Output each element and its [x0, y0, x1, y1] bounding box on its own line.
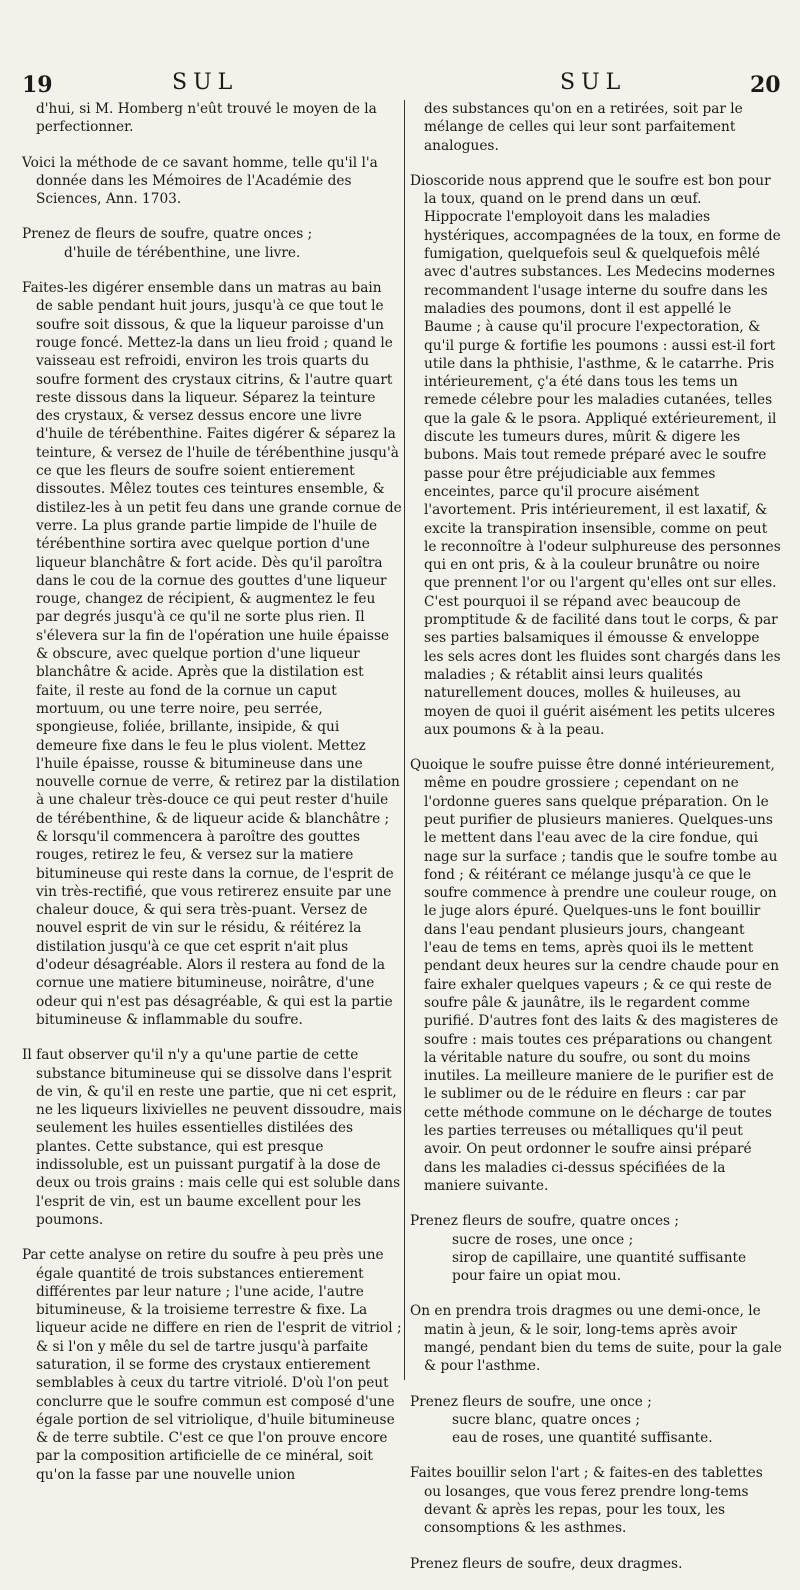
recipe-line: Prenez fleurs de soufre, quatre onces ; — [410, 1213, 680, 1230]
paragraph: d'hui, si M. Homberg n'eût trouvé le moyen de la perfectionner. — [36, 101, 377, 136]
left-page-number: 19 — [22, 72, 53, 98]
paragraph: Voici la méthode de ce savant homme, telle qu'il l'a donnée dans les Mémoires de l'Académie des Sciences, Ann. 1703. — [22, 154, 378, 208]
paragraph: Par cette analyse on retire du soufre à peu près une égale quantité de trois substances entierement différentes par leur nature ; l'une acide, l'autre bitumineuse, & la troisieme terrestre & fixe. La liqueur acide ne differe en rien de l'esprit de vitriol ; & si l'on y mêle du sel de tartre jusqu'à parfaite saturation, il se forme des crystaux entierement semblables à ceux du tartre vitriolé. D'où l'on peut conclurre que le soufre commun est composé d'une égale portion de sel vitriolique, d'huile bitumineuse & de terre subtile. C'est ce que l'on prouve encore par la composition artificielle de ce minéral, soit qu'on la fasse par une nouvelle union — [22, 1247, 402, 1483]
recipe-line: sucre de roses, une once ; — [452, 1231, 634, 1248]
recipe-line: Prenez de fleurs de soufre, quatre onces ; — [22, 226, 313, 243]
recipe — [410, 1212, 782, 1285]
recipe-line: Prenez fleurs de soufre, une once ; — [410, 1393, 652, 1410]
paragraph: Dioscoride nous apprend que le soufre est bon pour la toux, quand on le prend dans un œuf. Hippocrate l'employoit dans les maladies hystériques, accompagnées de la toux, en forme de fumigation, quelquefois seul & quelquefois mêlé avec d'autres substances. Les Medecins modernes recommandent l'usage interne du soufre dans les maladies des poumons, dont il est appellé le Baume ; à cause qu'il procure l'expectoration, & qu'il purge & fortifie les poumons : aussi est-il fort utile dans la phthisie, l'asthme, & le catarrhe. Pris intérieurement, ç'a été dans tous les tems un remede célebre pour les maladies cutanées, telles que la gale & le psora. Appliqué extérieurement, il discute les tumeurs dures, mûrit & digere les bubons. Mais tout remede préparé avec le soufre passe pour être préjudiciable aux femmes enceintes, parce qu'il procure aisément l'avortement. Pris intérieurement, il est laxatif, & excite la transpiration insensible, comme on peut le reconnoître à l'odeur sulphureuse des personnes qui en ont pris, & à la couleur brunâtre ou noire que prennent l'or ou l'argent qu'elles ont sur elles. C'est pourquoi il se répand avec beaucoup de promptitude & de facilité dans tout le corps, & par ses parties balsamiques il émousse & enveloppe les sels acres dont les fluides sont chargés dans les maladies ; & rétablit ainsi leurs qualités naturellement douces, molles & huileuses, au moyen de quoi il guérit aisément les petits ulceres aux poumons & à la peau. — [410, 172, 781, 738]
column-divider — [404, 100, 405, 1380]
right-running-head: SUL — [560, 70, 627, 95]
recipe — [410, 1555, 782, 1573]
recipe-line: eau de roses, une quantité suffisante. — [452, 1430, 713, 1447]
recipe-line: Prenez fleurs de soufre, deux dragmes. — [410, 1555, 683, 1572]
right-column — [410, 100, 782, 1590]
recipe — [22, 225, 402, 262]
left-running-head: SUL — [172, 70, 239, 95]
paragraph: Faites bouillir selon l'art ; & faites-en des tablettes ou losanges, que vous ferez prendre long-tems devant & après les repas, pour les toux, les consomptions & les asthmes. — [410, 1465, 763, 1537]
paragraph: des substances qu'on en a retirées, soit par le mélange de celles qui leur sont parfaitement analogues. — [424, 101, 743, 154]
recipe — [410, 1393, 782, 1448]
recipe-line: sirop de capillaire, une quantité suffisante pour faire un opiat mou. — [452, 1249, 747, 1285]
paragraph: Quoique le soufre puisse être donné intérieurement, même en poudre grossiere ; cependant on ne l'ordonne gueres sans quelque préparation. On le peut purifier de plusieurs manieres. Quelques-uns le mettent dans l'eau avec de la cire fondue, qui nage sur la surface ; tandis que le soufre tombe au fond ; & réitérant ce mélange jusqu'à ce que le soufre commence à prendre une couleur rouge, on le juge alors épuré. Quelques-uns le font bouillir dans l'eau pendant plusieurs jours, changeant l'eau de tems en tems, après quoi ils le mettent pendant deux heures sur la cendre chaude pour en faire exhaler quelques vapeurs ; & ce qui reste de soufre pâle & jaunâtre, ils le regardent comme purifié. D'autres font des laits & des magisteres de soufre : mais toutes ces préparations ou changent la véritable nature du soufre, ou sont du moins inutiles. La meilleure maniere de le purifier est de le sublimer ou de le réduire en fleurs : car par cette méthode commune on le décharge de toutes les parties terreuses ou métalliques qu'il peut avoir. On peut ordonner le soufre ainsi préparé dans les maladies ci-dessus spécifiées de la maniere suivante. — [410, 757, 780, 1194]
paragraph: Faites-les digérer ensemble dans un matras au bain de sable pendant huit jours, jusqu'à ce que tout le soufre soit dissous, & que la liqueur paroisse d'un rouge foncé. Mettez-la dans un lieu froid ; quand le vaisseau est refroidi, environ les trois quarts du soufre forment des crystaux citrins, & l'autre quart reste dissous dans la liqueur. Séparez la teinture des crystaux, & versez dessus encore une livre d'huile de térébenthine. Faites digérer & séparez la teinture, & versez de l'huile de térébenthine jusqu'à ce que les fleurs de soufre soient entierement dissoutes. Mêlez toutes ces teintures ensemble, & distilez-les à un petit feu dans une grande cornue de verre. La plus grande partie limpide de l'huile de térébenthine sortira avec quelque portion d'une liqueur blanchâtre & fort acide. Dès qu'il paroîtra dans le cou de la cornue des gouttes d'une liqueur rouge, changez de récipient, & augmentez le feu par degrés jusqu'à ce qu'il ne sorte plus rien. Il s'élevera sur la fin de l'opération une huile épaisse & obscure, avec quelque portion d'une liqueur blanchâtre & acide. Après que la distilation est faite, il reste au fond de la cornue un caput mortuum, ou une terre noire, peu serrée, spongieuse, foliée, brillante, insipide, & qui demeure fixe dans le feu le plus violent. Mettez l'huile épaisse, rousse & bitumineuse dans une nouvelle cornue de verre, & retirez par la distilation à une chaleur très-douce ce qui peut rester d'huile de térébenthine, & de liqueur acide & blanchâtre ; & lorsqu'il commencera à paroître des gouttes rouges, retirez le feu, & versez sur la matiere bitumineuse qui reste dans la cornue, de l'esprit de vin très-rectifié, que vous retirerez ensuite par une chaleur douce, & qui sera très-puant. Versez de nouvel esprit de vin sur le résidu, & réitérez la distilation jusqu'à ce que cet esprit n'ait plus d'odeur désagréable. Alors il restera au fond de la cornue une matiere bitumineuse, noirâtre, d'une odeur qui n'est pas désagréable, & qui est la partie bitumineuse & inflammable du soufre. — [22, 280, 402, 1028]
recipe-line: sucre blanc, quatre onces ; — [452, 1411, 641, 1428]
paragraph: On en prendra trois dragmes ou une demi-once, le matin à jeun, & le soir, long-tems après avoir mangé, pendant bien du tems de suite, pour la gale & pour l'asthme. — [410, 1303, 782, 1375]
left-column — [22, 100, 402, 1484]
recipe-line: d'huile de térébenthine, une livre. — [64, 244, 301, 261]
paragraph: Il faut observer qu'il n'y a qu'une partie de cette substance bitumineuse qui se dissolve dans l'esprit de vin, & qu'il en reste une partie, que ni cet esprit, ne les liqueurs lixivielles ne peuvent dissoudre, mais seulement les huiles essentielles distilées des plantes. Cette substance, qui est presque indissoluble, est un puissant purgatif à la dose de deux ou trois grains : mais celle qui est soluble dans l'esprit de vin, est un baume excellent pour les poumons. — [22, 1047, 402, 1228]
right-page-number: 20 — [750, 72, 781, 98]
